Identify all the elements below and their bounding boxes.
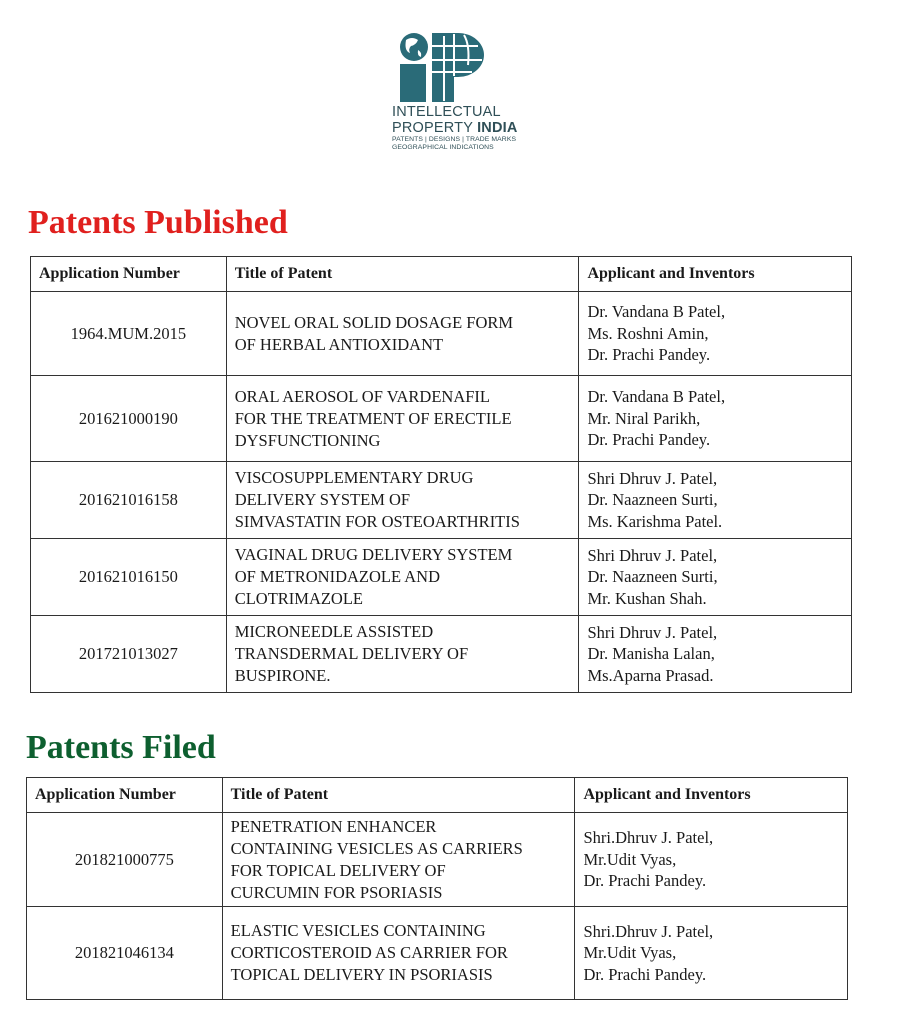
patent-title-line: OF METRONIDAZOLE AND	[234, 567, 441, 586]
table-row	[31, 616, 852, 693]
inventor-name: Ms. Karishma Patel.	[587, 511, 723, 531]
ip-india-emblem-icon	[392, 30, 537, 104]
inventor-name: Shri Dhruv J. Patel,	[587, 468, 718, 488]
patent-title-line: MICRONEEDLE ASSISTED	[234, 622, 434, 641]
column-header-inventors: Applicant and Inventors	[575, 778, 848, 813]
inventor-name: Dr. Prachi Pandey.	[587, 430, 711, 450]
application-number-cell: 201721013027	[31, 616, 227, 693]
logo-line-2: PROPERTY INDIA	[392, 120, 518, 136]
inventor-name: Mr.Udit Vyas,	[583, 849, 677, 869]
table-row	[31, 376, 852, 462]
column-header-inventors: Applicant and Inventors	[579, 257, 852, 292]
table-row	[31, 462, 852, 539]
patents-filed-table	[26, 777, 848, 1000]
patent-title-line: SIMVASTATIN FOR OSTEOARTHRITIS	[234, 512, 520, 531]
patent-title-line: FOR THE TREATMENT OF ERECTILE	[234, 408, 512, 428]
patent-title-line: PENETRATION ENHANCER	[230, 816, 437, 836]
inventor-name: Dr. Naazneen Surti,	[587, 490, 718, 510]
patent-title-line: CLOTRIMAZOLE	[234, 589, 364, 608]
patent-title-line: VISCOSUPPLEMENTARY DRUG	[234, 468, 474, 487]
patent-title-line: CORTICOSTEROID AS CARRIER FOR	[230, 943, 508, 962]
inventor-name: Dr. Prachi Pandey.	[583, 964, 707, 984]
inventors-cell	[579, 462, 852, 539]
application-number-cell: 201621016158	[31, 462, 227, 539]
inventors-cell	[575, 907, 848, 1000]
logo-tagline-1: PATENTS | DESIGNS | TRADE MARKS	[392, 136, 517, 143]
patent-title-line: OF HERBAL ANTIOXIDANT	[234, 334, 444, 354]
table-row	[27, 907, 848, 1000]
application-number-cell: 1964.MUM.2015	[31, 292, 227, 376]
inventor-name: Shri Dhruv J. Patel,	[587, 622, 718, 642]
patent-title-cell	[222, 813, 575, 907]
logo-line-1: INTELLECTUAL	[392, 104, 501, 120]
inventor-name: Mr. Niral Parikh,	[587, 408, 701, 428]
patent-title-line: ORAL AEROSOL OF VARDENAFIL	[234, 386, 491, 406]
patent-title-cell	[226, 462, 579, 539]
patents-published-heading: Patents Published	[28, 204, 288, 241]
inventors-cell	[579, 292, 852, 376]
logo-tagline-2: GEOGRAPHICAL INDICATIONS	[392, 144, 494, 151]
patent-title-line: NOVEL ORAL SOLID DOSAGE FORM	[234, 312, 514, 332]
patent-title-line: TOPICAL DELIVERY IN PSORIASIS	[230, 965, 493, 984]
column-header-title: Title of Patent	[222, 778, 575, 813]
table-header-row	[31, 257, 852, 292]
patent-title-cell	[226, 292, 579, 376]
patent-title-cell	[226, 539, 579, 616]
table-row	[27, 813, 848, 907]
table-header-row	[27, 778, 848, 813]
inventors-cell	[579, 616, 852, 693]
column-header-application-number: Application Number	[31, 257, 227, 292]
patent-title-line: DELIVERY SYSTEM OF	[234, 490, 411, 509]
inventor-name: Dr. Vandana B Patel,	[587, 387, 726, 407]
column-header-application-number: Application Number	[27, 778, 223, 813]
inventor-name: Shri.Dhruv J. Patel,	[583, 828, 714, 848]
patent-title-line: DYSFUNCTIONING	[234, 430, 381, 450]
inventor-name: Ms. Roshni Amin,	[587, 323, 709, 343]
table-row	[31, 292, 852, 376]
patent-title-line: TRANSDERMAL DELIVERY OF	[234, 644, 469, 663]
patents-published-table	[30, 256, 852, 693]
inventor-name: Mr.Udit Vyas,	[583, 943, 677, 963]
inventor-name: Mr. Kushan Shah.	[587, 588, 707, 608]
patent-title-cell	[226, 376, 579, 462]
application-number-cell: 201621000190	[31, 376, 227, 462]
inventor-name: Dr. Manisha Lalan,	[587, 644, 715, 664]
patent-title-cell	[226, 616, 579, 693]
patent-title-line: VAGINAL DRUG DELIVERY SYSTEM	[234, 545, 513, 564]
inventors-cell	[575, 813, 848, 907]
inventors-cell	[579, 376, 852, 462]
patent-title-line: BUSPIRONE.	[234, 666, 331, 685]
inventor-name: Dr. Prachi Pandey.	[583, 871, 707, 891]
inventor-name: Dr. Naazneen Surti,	[587, 567, 718, 587]
patent-title-line: FOR TOPICAL DELIVERY OF	[230, 860, 446, 880]
patents-filed-heading: Patents Filed	[26, 729, 216, 766]
table-row	[31, 539, 852, 616]
ip-india-logo	[392, 30, 537, 160]
inventor-name: Ms.Aparna Prasad.	[587, 665, 714, 685]
application-number-cell: 201821046134	[27, 907, 223, 1000]
inventor-name: Shri Dhruv J. Patel,	[587, 545, 718, 565]
patent-title-cell	[222, 907, 575, 1000]
inventor-name: Dr. Prachi Pandey.	[587, 345, 711, 365]
patent-title-line: CONTAINING VESICLES AS CARRIERS	[230, 838, 523, 858]
patent-title-line: CURCUMIN FOR PSORIASIS	[230, 882, 443, 902]
application-number-cell: 201821000775	[27, 813, 223, 907]
column-header-title: Title of Patent	[226, 257, 579, 292]
patent-title-line: ELASTIC VESICLES CONTAINING	[230, 921, 486, 940]
inventor-name: Dr. Vandana B Patel,	[587, 302, 726, 322]
inventors-cell	[579, 539, 852, 616]
inventor-name: Shri.Dhruv J. Patel,	[583, 921, 714, 941]
application-number-cell: 201621016150	[31, 539, 227, 616]
